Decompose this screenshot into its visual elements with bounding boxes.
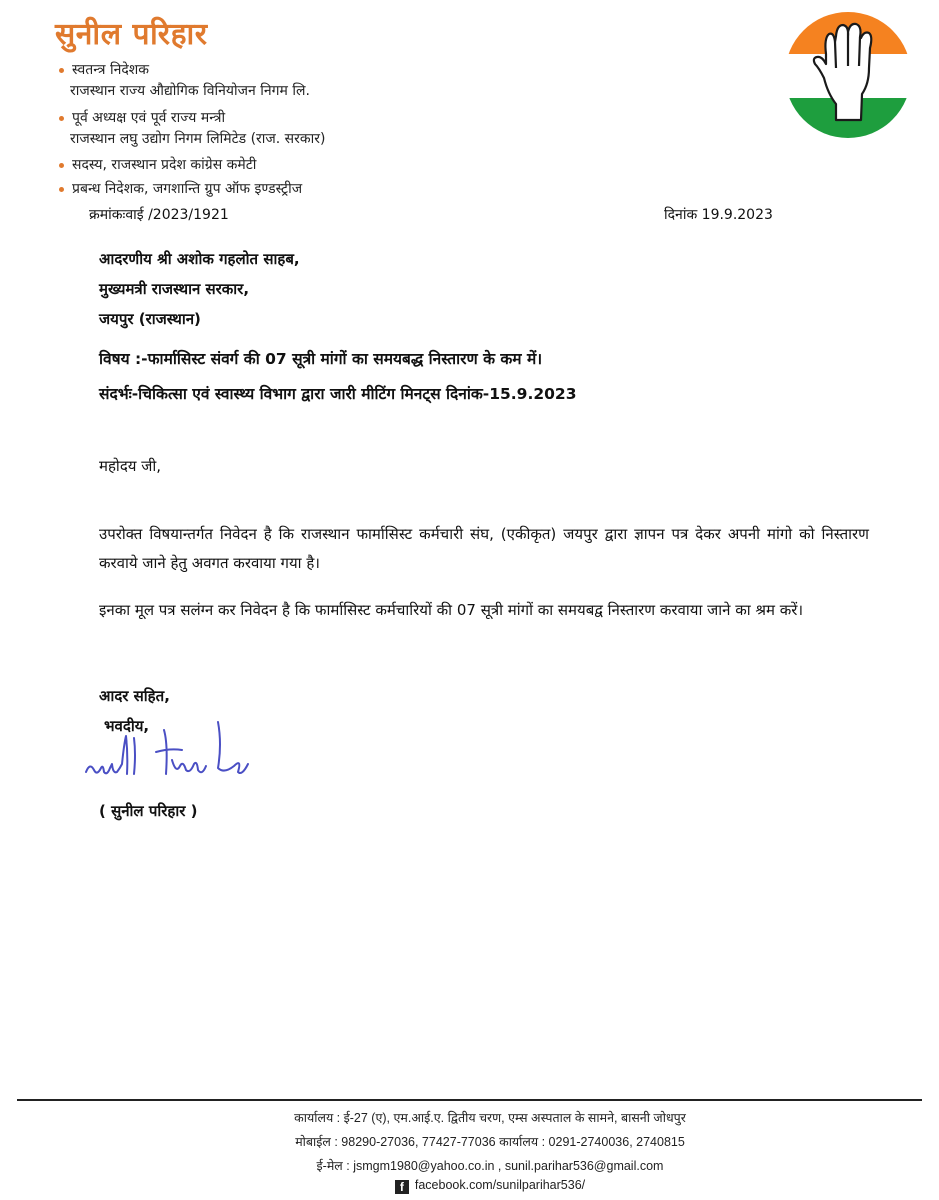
bullet-icon (59, 163, 64, 168)
subject-line: विषय :-फार्मासिस्ट संवर्ग की 07 सूत्री मांगों का समयबद्ध निस्तारण के कम में। (99, 350, 543, 368)
footer-office-address: कार्यालय : ई-27 (ए), एम.आई.ए. द्वितीय चरण, एम्स अस्पताल के सामने, बासनी जोधपुर (294, 1111, 686, 1125)
addressee-line-2: मुख्यमत्री राजस्थान सरकार, (99, 280, 250, 298)
footer-facebook: f facebook.com/sunilparihar536/ (180, 1178, 800, 1194)
designation-4: प्रबन्ध निदेशक, जगशान्ति ग्रुप ऑफ इण्डस्ट्रीज (72, 180, 302, 198)
letterhead-name: सुनील परिहार (55, 17, 208, 52)
footer-divider (17, 1099, 922, 1101)
bullet-icon (59, 68, 64, 73)
footer-email: ई-मेल : jsmgm1980@yahoo.co.in , sunil.parihar536@gmail.com (316, 1159, 664, 1173)
letter-date: दिनांक 19.9.2023 (664, 207, 773, 223)
bullet-icon (59, 116, 64, 121)
body-paragraph-2: इनका मूल पत्र सलंग्न कर निवेदन है कि फार्मासिस्ट कर्मचारियों की 07 सूत्री मांगों का समयबद्व निस्तारण करवाया जाने का श्रम करें। (99, 601, 804, 619)
addressee-line-1: आदरणीय श्री अशोक गहलोत साहब, (99, 250, 300, 268)
facebook-icon: f (395, 1180, 409, 1194)
body-paragraph-1: उपरोक्त विषयान्तर्गत निवेदन है कि राजस्थान फार्मासिस्ट कर्मचारी संघ, (एकीकृत) जयपुर द्वारा ज्ञापन पत्र देकर अपनी मांगो को निस्तारण करवाये जाने हेतु अवगत करवाया गया है। (99, 525, 869, 572)
closing-regards: आदर सहित, (99, 687, 170, 705)
designation-2: पूर्व अध्यक्ष एवं पूर्व राज्य मन्त्री राजस्थान लघु उद्योग निगम लिमिटेड (राज. सरकार) (72, 109, 325, 148)
reference-number: क्रमांकःवाई /2023/1921 (89, 207, 229, 223)
reference-line: संदर्भः-चिकित्सा एवं स्वास्थ्य विभाग द्वारा जारी मीटिंग मिनट्स दिनांक-15.9.2023 (99, 385, 577, 403)
footer-phones: मोबाईल : 98290-27036, 77427-77036 कार्यालय : 0291-2740036, 2740815 (295, 1135, 685, 1149)
closing-yours: भवदीय, (104, 717, 150, 735)
bullet-icon (59, 187, 64, 192)
signature (82, 714, 257, 786)
salutation: महोदय जी, (99, 457, 162, 475)
party-logo (784, 8, 912, 142)
signatory-name: ( सुनील परिहार ) (99, 802, 198, 820)
designation-3: सदस्य, राजस्थान प्रदेश कांग्रेस कमेटी (72, 156, 256, 174)
addressee-line-3: जयपुर (राजस्थान) (99, 310, 201, 328)
designation-1: स्वतन्त्र निदेशक राजस्थान राज्य औद्योगिक विनियोजन निगम लि. (72, 61, 310, 100)
